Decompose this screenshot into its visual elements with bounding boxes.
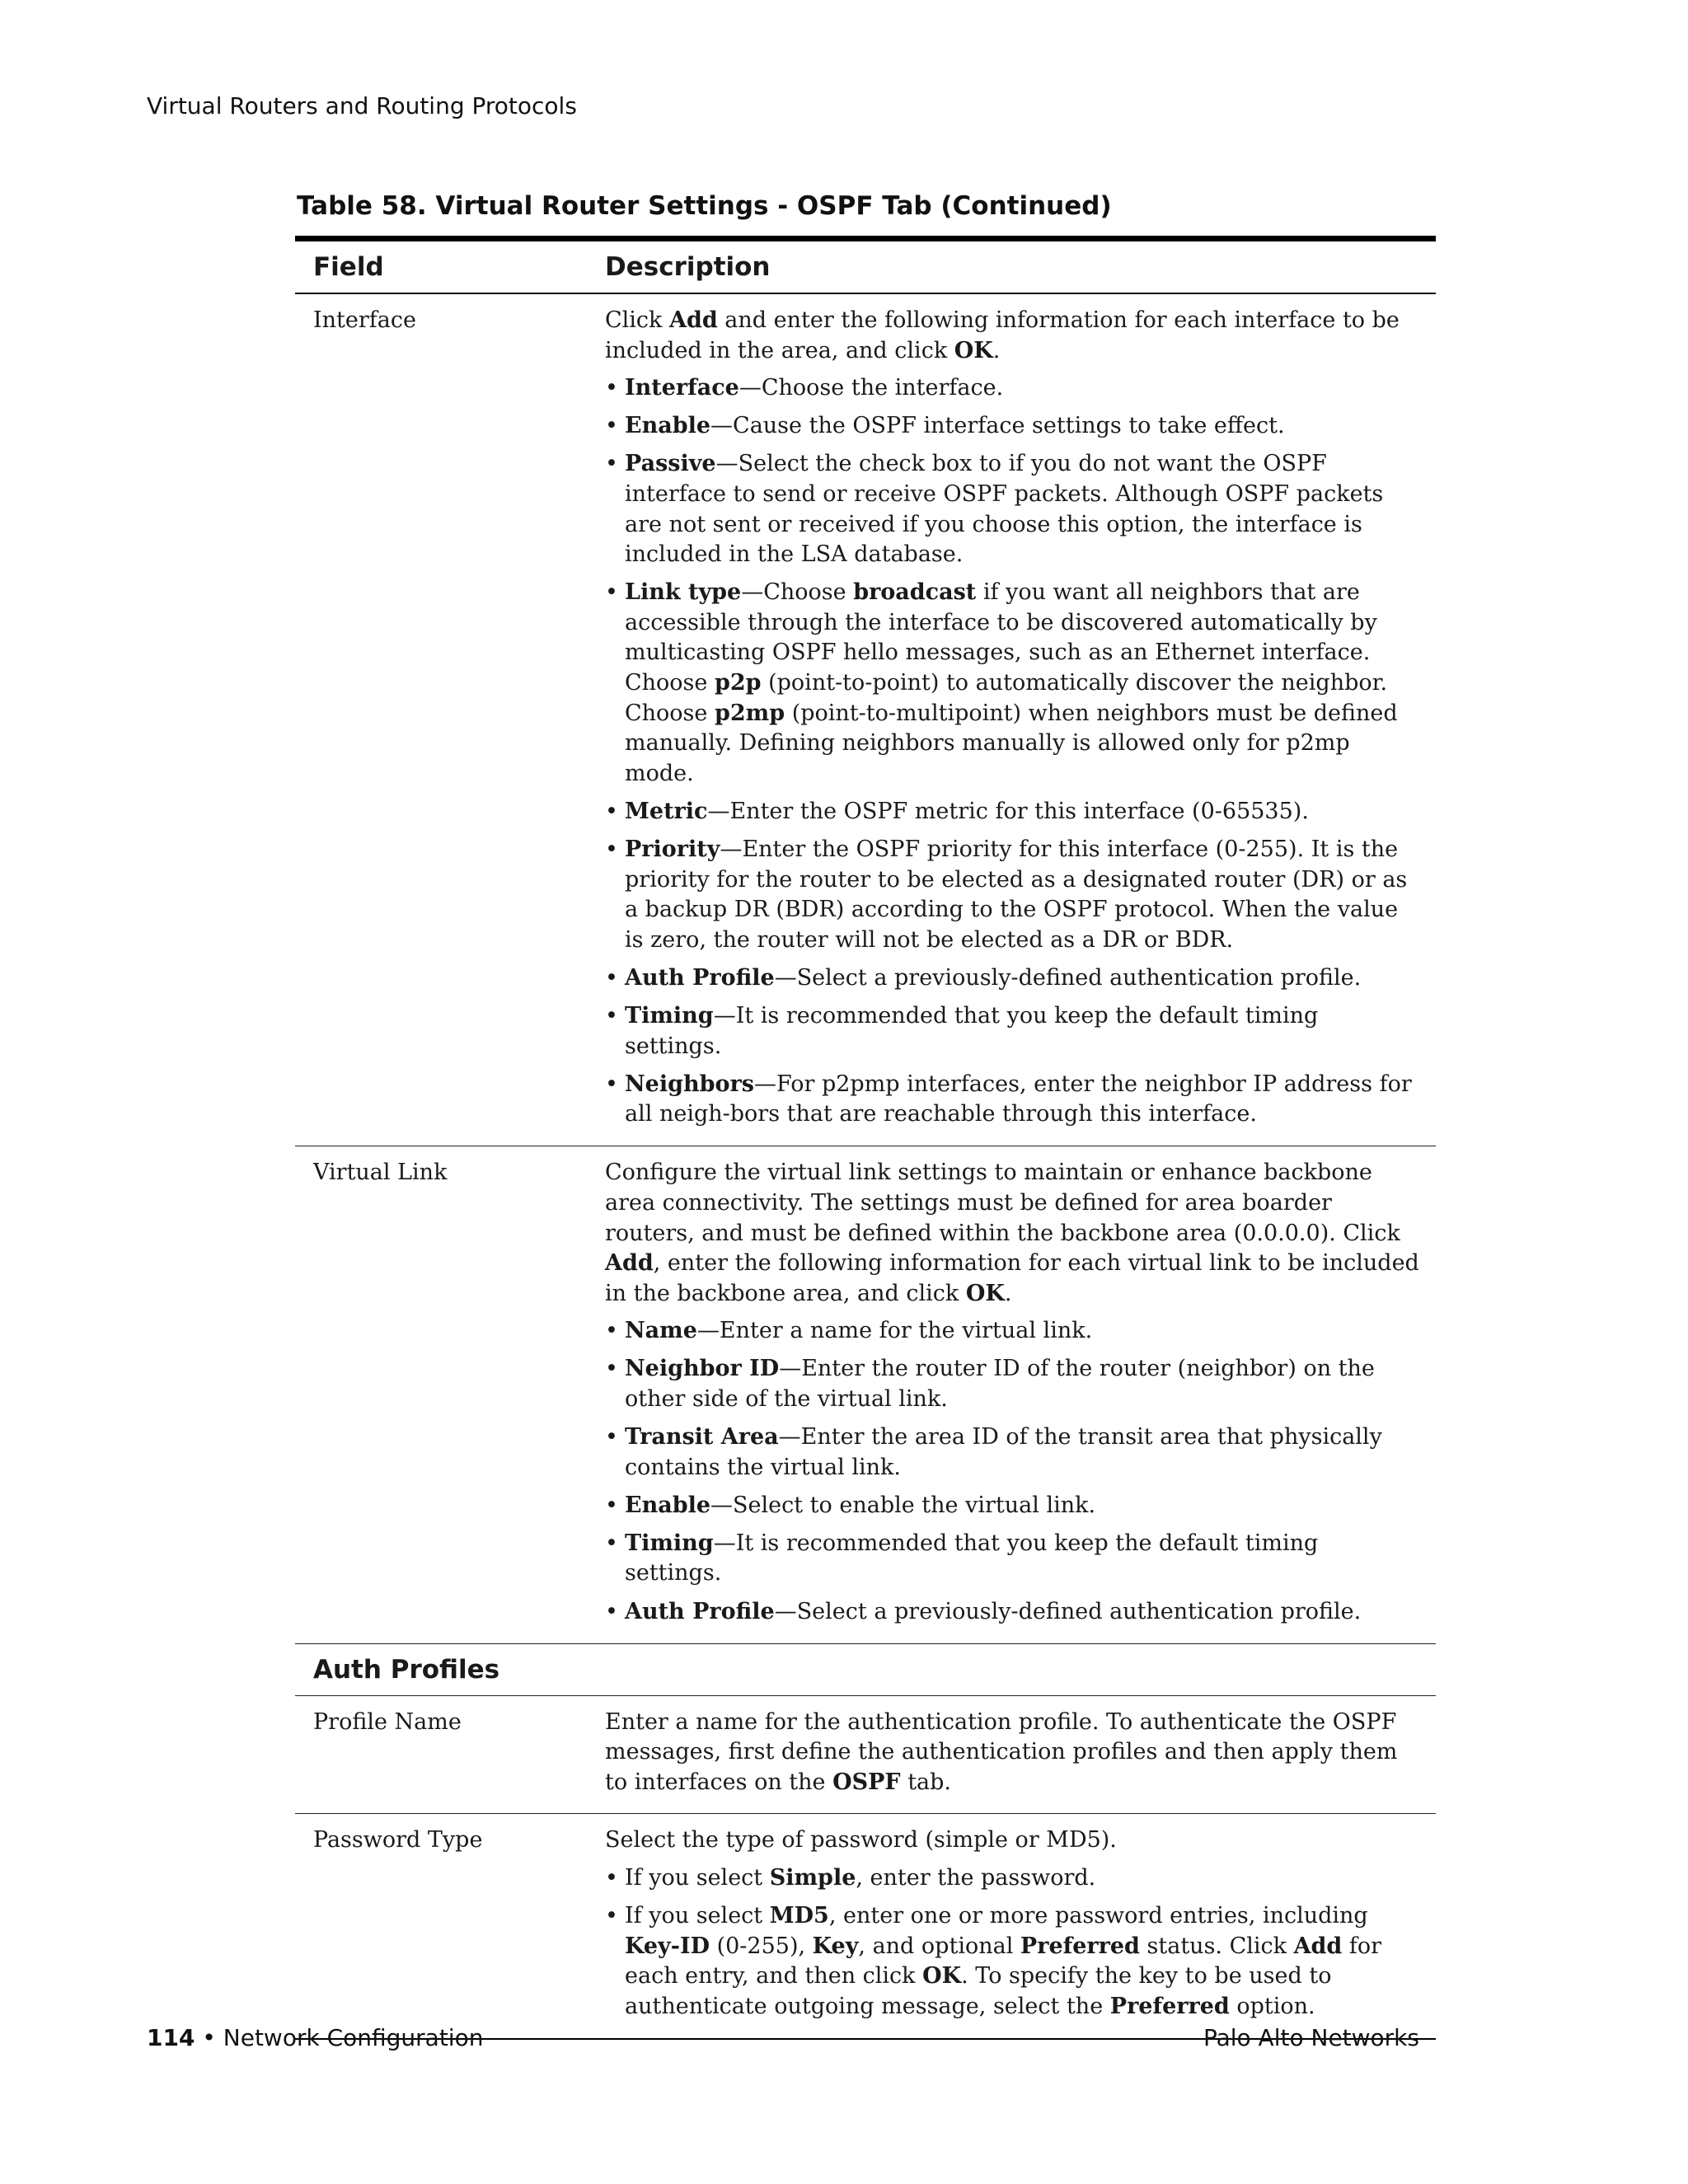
list-item: • Timing—It is recommended that you keep the default timing settings. [605, 1529, 1419, 1589]
description-intro: Enter a name for the authentication profile. To authenticate the OSPF messages, first define the authentication profiles and then apply them to interfaces on the OSPF tab. [605, 1708, 1398, 1795]
list-item: • Timing—It is recommended that you keep the default timing settings. [605, 1001, 1419, 1062]
list-item: • Link type—Choose broadcast if you want all neighbors that are accessible through the interface to be discovered automatically by multicasting OSPF hello messages, such as an Ethernet interface. Choose p2p (point-to-point) to automatically discover the neighbor. Choose p2mp (point-to-multipoint) when neighbors must be defined manually. Defining neighbors manually is allowed only for p2mp mode. [605, 578, 1419, 789]
list-item: • Enable—Cause the OSPF interface settings to take effect. [605, 411, 1419, 442]
table-row-virtual-link [295, 1146, 1436, 1643]
settings-table [295, 236, 1436, 2040]
field-name: Password Type [313, 1827, 483, 1854]
list-item: • Priority—Enter the OSPF priority for this interface (0-255). It is the priority for the router to be elected as a designated router (DR) or as a backup DR (BDR) according to the OSPF protocol. When the value is zero, the router will not be elected as a DR or BDR. [605, 835, 1419, 955]
list-item: • Metric—Enter the OSPF metric for this interface (0-65535). [605, 797, 1419, 827]
description-intro: Configure the virtual link settings to maintain or enhance backbone area connectivity. The settings must be defined for area boarder routers, and must be defined within the backbone area (0.0.0.0). Click Add, enter the following information for each virtual link to be included in the backbone area, and click OK. [605, 1160, 1419, 1306]
list-item: • Interface—Choose the interface. [605, 373, 1419, 404]
list-item: • Enable—Select to enable the virtual link. [605, 1491, 1419, 1521]
bullet-list [605, 1316, 1419, 1627]
table-row-profile-name [295, 1695, 1436, 1814]
list-item: • Neighbor ID—Enter the router ID of the router (neighbor) on the other side of the virtual link. [605, 1354, 1419, 1414]
list-item: • Transit Area—Enter the area ID of the transit area that physically contains the virtual link. [605, 1422, 1419, 1483]
field-description [605, 306, 1436, 1137]
table-caption: Table 58. Virtual Router Settings - OSPF Tab (Continued) [297, 191, 1112, 221]
list-item: • Name—Enter a name for the virtual link. [605, 1316, 1419, 1347]
bullet-list [605, 1863, 1419, 2022]
field-name: Interface [313, 307, 416, 333]
field-name: Profile Name [313, 1708, 462, 1735]
description-intro: Click Add and enter the following information for each interface to be included in the area, and click OK. [605, 307, 1400, 363]
footer-page-info [147, 2024, 483, 2051]
bullet-list [605, 373, 1419, 1130]
field-name: Virtual Link [313, 1160, 448, 1186]
table-row-password-type [295, 1813, 1436, 2038]
column-header-field: Field [313, 252, 384, 282]
list-item: • Auth Profile—Select a previously-defined authentication profile. [605, 1597, 1419, 1628]
description-intro: Select the type of password (simple or MD5). [605, 1827, 1117, 1854]
list-item: • If you select Simple, enter the password. [605, 1863, 1419, 1894]
list-item: • Neighbors—For p2pmp interfaces, enter the neighbor IP address for all neigh-bors that are reachable through this interface. [605, 1070, 1419, 1130]
table-row-interface [295, 294, 1436, 1146]
footer-separator: • [195, 2024, 223, 2051]
list-item: • If you select MD5, enter one or more password entries, including Key-ID (0-255), Key, and optional Preferred status. Click Add for each entry, and then click OK. To specify the key to be used to authenticate outgoing message, select the Preferred option. [605, 1901, 1419, 2022]
footer-section: Network Configuration [223, 2024, 484, 2051]
table-body [295, 294, 1436, 2038]
column-header-description: Description [605, 252, 771, 282]
list-item: • Passive—Select the check box to if you do not want the OSPF interface to send or receive OSPF packets. Although OSPF packets are not sent or received if you choose this option, the interface is included in the LSA database. [605, 449, 1419, 569]
footer-company: Palo Alto Networks [1203, 2024, 1419, 2051]
field-description [605, 1158, 1436, 1634]
field-description [605, 1708, 1436, 1806]
section-heading-auth-profiles: Auth Profiles [295, 1643, 1436, 1695]
page-number: 114 [147, 2024, 195, 2051]
field-description [605, 1825, 1436, 2030]
table-header-row [295, 241, 1436, 294]
list-item: • Auth Profile—Select a previously-defined authentication profile. [605, 963, 1419, 994]
running-header: Virtual Routers and Routing Protocols [147, 92, 577, 120]
